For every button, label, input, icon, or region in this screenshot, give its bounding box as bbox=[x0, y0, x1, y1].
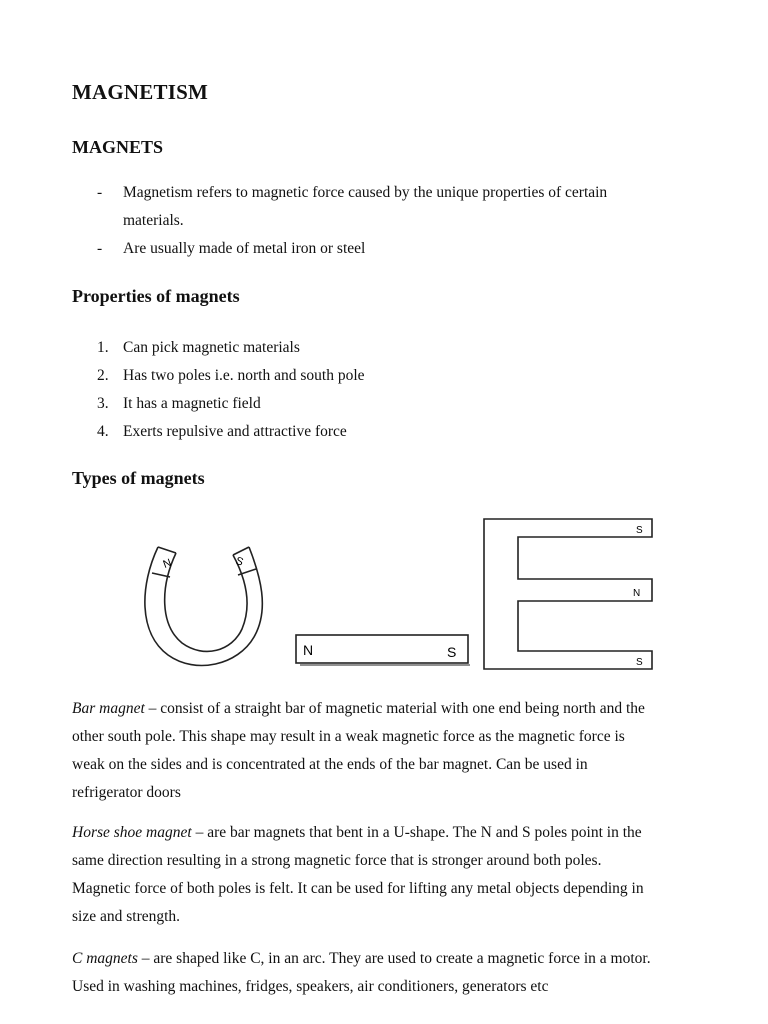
bar-north-label: N bbox=[303, 642, 314, 658]
paragraph-line: other south pole. This shape may result in a weak magnetic force as the magnetic force is bbox=[72, 728, 625, 745]
e-bottom-south-label: S bbox=[636, 657, 643, 668]
e-top-south-label: S bbox=[636, 525, 643, 536]
paragraph-line: – are bar magnets that bent in a U-shape. The N and S poles point in the bbox=[191, 824, 642, 841]
paragraph-line: refrigerator doors bbox=[72, 784, 181, 801]
section-heading-types: Types of magnets bbox=[72, 468, 205, 488]
bar-magnet bbox=[296, 635, 470, 665]
term-c-magnets: C magnets bbox=[72, 950, 138, 967]
e-shaped-magnet bbox=[484, 519, 652, 669]
paragraph-line: same direction resulting in a strong magnetic force that is stronger around both poles. bbox=[72, 852, 602, 869]
paragraph-line: weak on the sides and is concentrated at the ends of the bar magnet. Can be used in bbox=[72, 756, 588, 773]
bullet-text-continued: materials. bbox=[123, 212, 184, 229]
list-number: 3. bbox=[97, 395, 109, 412]
list-item: Can pick magnetic materials bbox=[123, 339, 300, 356]
list-item: Exerts repulsive and attractive force bbox=[123, 423, 347, 440]
magnet-types-figure bbox=[0, 505, 768, 685]
list-number: 1. bbox=[97, 339, 109, 356]
term-bar-magnet: Bar magnet bbox=[72, 700, 145, 717]
section-heading-magnets: MAGNETS bbox=[72, 137, 164, 157]
paragraph-line: – are shaped like C, in an arc. They are used to create a magnetic force in a motor. bbox=[137, 950, 651, 967]
paragraph-line: Used in washing machines, fridges, speakers, air conditioners, generators etc bbox=[72, 978, 549, 995]
list-number: 4. bbox=[97, 423, 109, 440]
paragraph-line: Magnetic force of both poles is felt. It can be used for lifting any metal objects depending in bbox=[72, 880, 644, 897]
bar-south-label: S bbox=[447, 644, 457, 660]
horseshoe-north-label: N bbox=[161, 556, 174, 571]
paragraph-horseshoe-magnet bbox=[72, 819, 722, 931]
section-heading-properties: Properties of magnets bbox=[72, 286, 240, 306]
paragraph-line: – consist of a straight bar of magnetic material with one end being north and the bbox=[144, 700, 645, 717]
list-number: 2. bbox=[97, 367, 109, 384]
page-title: MAGNETISM bbox=[72, 80, 208, 104]
paragraph-c-magnets bbox=[72, 945, 722, 1001]
bullet-text: Are usually made of metal iron or steel bbox=[123, 240, 366, 257]
list-item: It has a magnetic field bbox=[123, 395, 261, 412]
list-item: Has two poles i.e. north and south pole bbox=[123, 367, 365, 384]
e-middle-north-label: N bbox=[633, 588, 641, 599]
term-horseshoe-magnet: Horse shoe magnet bbox=[72, 824, 192, 841]
bullet-text: Magnetism refers to magnetic force caused by the unique properties of certain bbox=[123, 184, 608, 201]
bullet-marker: - bbox=[97, 184, 103, 201]
paragraph-bar-magnet bbox=[72, 695, 722, 807]
bullet-marker: - bbox=[97, 240, 103, 257]
paragraph-line: size and strength. bbox=[72, 908, 181, 925]
horseshoe-south-label: S bbox=[233, 554, 245, 569]
